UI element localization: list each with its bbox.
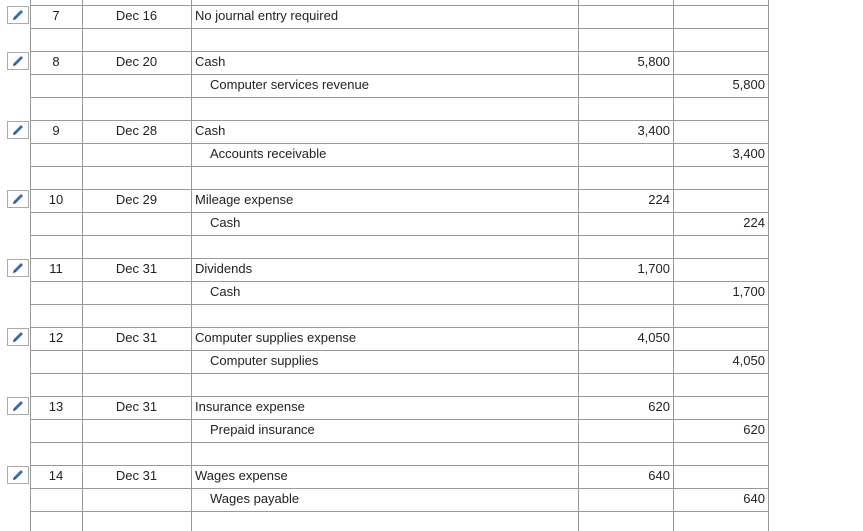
entry-date: Dec 29 xyxy=(115,192,158,207)
credit-account-name[interactable]: Computer supplies xyxy=(210,353,319,368)
credit-account-name[interactable]: Computer services revenue xyxy=(210,77,369,92)
credit-amount[interactable]: 1,700 xyxy=(732,284,765,299)
pencil-icon xyxy=(11,55,25,68)
entry-number: 7 xyxy=(52,8,60,23)
entry-number: 9 xyxy=(52,123,60,138)
pencil-icon xyxy=(11,193,25,206)
debit-account-name[interactable]: No journal entry required xyxy=(195,8,339,23)
edit-entry-button[interactable] xyxy=(7,328,29,346)
credit-amount[interactable]: 620 xyxy=(743,422,765,437)
grid-row-line xyxy=(30,51,769,52)
edit-entry-button[interactable] xyxy=(7,397,29,415)
debit-amount[interactable]: 224 xyxy=(648,192,670,207)
debit-amount[interactable] xyxy=(578,76,670,94)
entry-date: Dec 31 xyxy=(115,399,158,414)
edit-entry-button[interactable] xyxy=(7,190,29,208)
grid-row-line xyxy=(30,419,769,420)
debit-account-name[interactable]: Wages expense xyxy=(195,468,288,483)
debit-amount[interactable] xyxy=(578,283,670,301)
grid-row-line xyxy=(30,350,769,351)
credit-amount[interactable]: 3,400 xyxy=(732,146,765,161)
debit-amount[interactable] xyxy=(578,421,670,439)
entry-date: Dec 28 xyxy=(115,123,158,138)
entry-number: 13 xyxy=(48,399,64,414)
grid-row-line xyxy=(30,373,769,374)
credit-account-name[interactable]: Cash xyxy=(210,284,241,299)
entry-date: Dec 16 xyxy=(115,8,158,23)
credit-amount[interactable]: 640 xyxy=(743,491,765,506)
entry-number: 12 xyxy=(48,330,64,345)
pencil-icon xyxy=(11,262,25,275)
credit-amount[interactable]: 224 xyxy=(743,215,765,230)
debit-account-name[interactable]: Computer supplies expense xyxy=(195,330,357,345)
credit-amount[interactable]: 5,800 xyxy=(732,77,765,92)
grid-row-line xyxy=(30,488,769,489)
credit-amount[interactable] xyxy=(673,329,765,347)
grid-row-line xyxy=(30,166,769,167)
grid-row-line xyxy=(30,74,769,75)
pencil-icon xyxy=(11,469,25,482)
debit-amount[interactable]: 4,050 xyxy=(637,330,670,345)
grid-row-line xyxy=(30,143,769,144)
edit-entry-button[interactable] xyxy=(7,52,29,70)
pencil-icon xyxy=(11,400,25,413)
entry-date: Dec 31 xyxy=(115,261,158,276)
grid-row-line xyxy=(30,120,769,121)
credit-account-name[interactable]: Cash xyxy=(210,215,241,230)
edit-entry-button[interactable] xyxy=(7,259,29,277)
edit-entry-button[interactable] xyxy=(7,121,29,139)
grid-row-line xyxy=(30,28,769,29)
grid-column-line xyxy=(768,0,769,531)
debit-amount[interactable]: 3,400 xyxy=(637,123,670,138)
debit-account-name[interactable]: Insurance expense xyxy=(195,399,305,414)
credit-amount[interactable] xyxy=(673,122,765,140)
grid-row-line xyxy=(30,442,769,443)
credit-amount[interactable]: 4,050 xyxy=(732,353,765,368)
entry-number: 11 xyxy=(49,261,63,276)
grid-row-line xyxy=(30,97,769,98)
debit-amount[interactable] xyxy=(578,352,670,370)
grid-row-line xyxy=(30,396,769,397)
credit-amount[interactable] xyxy=(673,467,765,485)
grid-row-line xyxy=(30,281,769,282)
grid-row-line xyxy=(30,511,769,512)
debit-amount[interactable]: 1,700 xyxy=(637,261,670,276)
entry-date: Dec 31 xyxy=(115,468,158,483)
debit-amount[interactable]: 620 xyxy=(648,399,670,414)
grid-row-line xyxy=(30,258,769,259)
pencil-icon xyxy=(11,9,25,22)
entry-number: 8 xyxy=(52,54,60,69)
debit-amount[interactable]: 640 xyxy=(648,468,670,483)
grid-row-line xyxy=(30,235,769,236)
grid-column-line xyxy=(191,0,192,531)
debit-amount[interactable] xyxy=(578,145,670,163)
pencil-icon xyxy=(11,331,25,344)
credit-account-name[interactable]: Prepaid insurance xyxy=(210,422,315,437)
grid-row-line xyxy=(30,465,769,466)
edit-entry-button[interactable] xyxy=(7,6,29,24)
debit-account-name[interactable]: Dividends xyxy=(195,261,253,276)
credit-account-name[interactable]: Accounts receivable xyxy=(210,146,327,161)
entry-number: 14 xyxy=(48,468,64,483)
credit-amount[interactable] xyxy=(673,7,765,25)
entry-date: Dec 31 xyxy=(115,330,158,345)
credit-amount[interactable] xyxy=(673,53,765,71)
debit-amount[interactable] xyxy=(578,7,670,25)
debit-account-name[interactable]: Mileage expense xyxy=(195,192,294,207)
credit-amount[interactable] xyxy=(673,398,765,416)
grid-row-line xyxy=(30,189,769,190)
pencil-icon xyxy=(11,124,25,137)
debit-amount[interactable] xyxy=(578,214,670,232)
debit-account-name[interactable]: Cash xyxy=(195,123,226,138)
debit-amount[interactable] xyxy=(578,490,670,508)
grid-row-line xyxy=(30,5,769,6)
credit-amount[interactable] xyxy=(673,260,765,278)
debit-account-name[interactable]: Cash xyxy=(195,54,226,69)
credit-amount[interactable] xyxy=(673,191,765,209)
grid-row-line xyxy=(30,212,769,213)
entry-number: 10 xyxy=(48,192,64,207)
grid-row-line xyxy=(30,327,769,328)
credit-account-name[interactable]: Wages payable xyxy=(210,491,300,506)
debit-amount[interactable]: 5,800 xyxy=(637,54,670,69)
edit-entry-button[interactable] xyxy=(7,466,29,484)
grid-row-line xyxy=(30,304,769,305)
entry-date: Dec 20 xyxy=(115,54,158,69)
